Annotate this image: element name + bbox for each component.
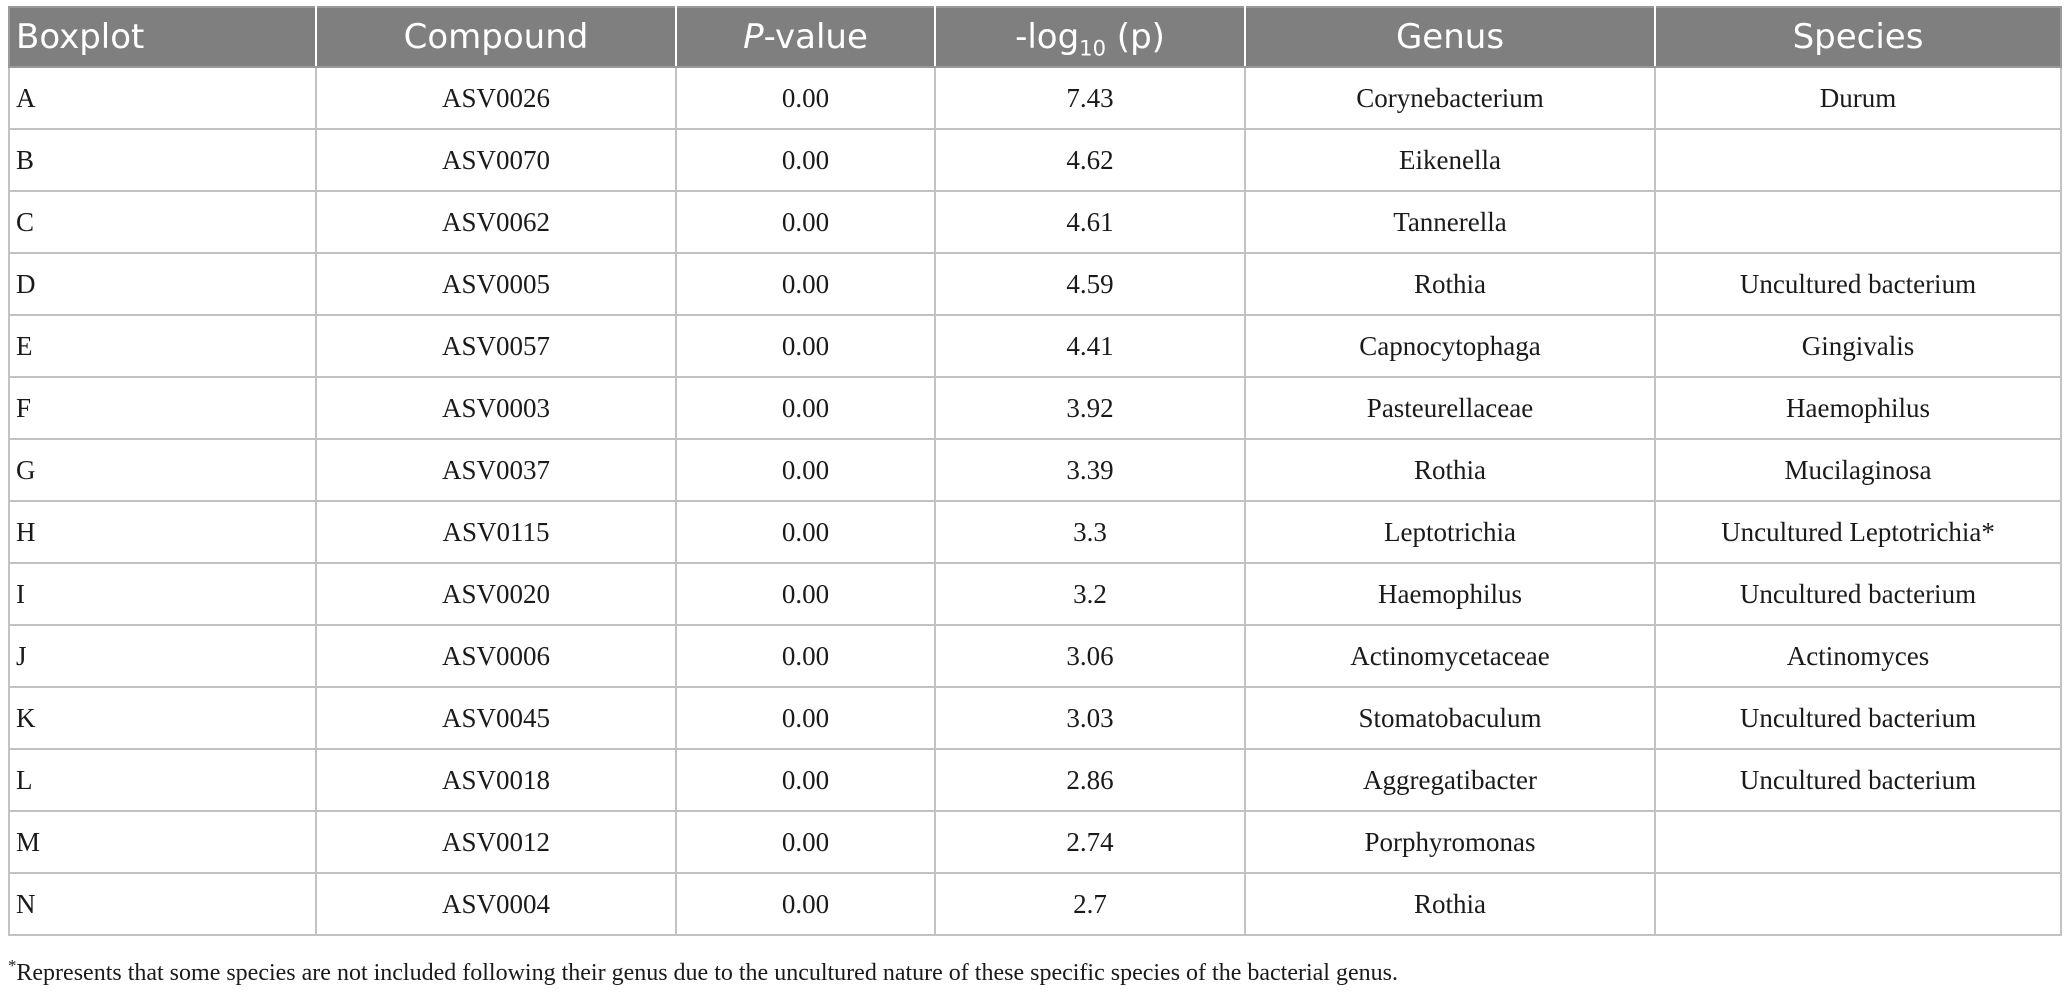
cell-species: Uncultured bacterium [1655, 749, 2061, 811]
table-row [9, 315, 2061, 377]
cell-compound: ASV0004 [316, 873, 676, 935]
cell-compound: ASV0012 [316, 811, 676, 873]
cell-genus: Porphyromonas [1245, 811, 1655, 873]
cell-pvalue: 0.00 [676, 129, 935, 191]
cell-pvalue: 0.00 [676, 439, 935, 501]
table-body [9, 67, 2061, 935]
cell-species: Haemophilus [1655, 377, 2061, 439]
cell-neglog: 7.43 [935, 67, 1245, 129]
cell-boxplot: A [9, 67, 316, 129]
cell-pvalue: 0.00 [676, 191, 935, 253]
header-compound: Compound [316, 7, 676, 67]
cell-boxplot: D [9, 253, 316, 315]
table-header [9, 7, 2061, 67]
cell-boxplot: E [9, 315, 316, 377]
cell-pvalue: 0.00 [676, 67, 935, 129]
cell-genus: Haemophilus [1245, 563, 1655, 625]
cell-compound: ASV0003 [316, 377, 676, 439]
cell-genus: Aggregatibacter [1245, 749, 1655, 811]
header-genus: Genus [1245, 7, 1655, 67]
cell-genus: Capnocytophaga [1245, 315, 1655, 377]
cell-pvalue: 0.00 [676, 563, 935, 625]
cell-neglog: 3.92 [935, 377, 1245, 439]
header-row [9, 7, 2061, 67]
footnote-marker: * [8, 956, 17, 975]
cell-genus: Eikenella [1245, 129, 1655, 191]
table-row [9, 377, 2061, 439]
cell-species: Uncultured bacterium [1655, 687, 2061, 749]
cell-genus: Tannerella [1245, 191, 1655, 253]
table-row [9, 129, 2061, 191]
cell-compound: ASV0070 [316, 129, 676, 191]
header-neglog-prefix: -log [1015, 17, 1080, 57]
cell-neglog: 3.2 [935, 563, 1245, 625]
cell-boxplot: I [9, 563, 316, 625]
cell-neglog: 2.86 [935, 749, 1245, 811]
cell-compound: ASV0115 [316, 501, 676, 563]
cell-genus: Rothia [1245, 439, 1655, 501]
cell-compound: ASV0037 [316, 439, 676, 501]
cell-pvalue: 0.00 [676, 625, 935, 687]
cell-boxplot: F [9, 377, 316, 439]
cell-boxplot: B [9, 129, 316, 191]
cell-neglog: 4.41 [935, 315, 1245, 377]
table-row [9, 253, 2061, 315]
cell-species [1655, 811, 2061, 873]
table-row [9, 625, 2061, 687]
cell-pvalue: 0.00 [676, 501, 935, 563]
table-row [9, 501, 2061, 563]
cell-compound: ASV0062 [316, 191, 676, 253]
data-table [8, 6, 2062, 936]
table-row [9, 191, 2061, 253]
header-neglog [935, 7, 1245, 67]
cell-species: Durum [1655, 67, 2061, 129]
cell-neglog: 3.39 [935, 439, 1245, 501]
cell-neglog: 3.03 [935, 687, 1245, 749]
cell-boxplot: K [9, 687, 316, 749]
cell-pvalue: 0.00 [676, 749, 935, 811]
cell-species: Actinomyces [1655, 625, 2061, 687]
table-row [9, 873, 2061, 935]
cell-neglog: 2.7 [935, 873, 1245, 935]
cell-species: Uncultured bacterium [1655, 563, 2061, 625]
cell-pvalue: 0.00 [676, 315, 935, 377]
cell-boxplot: C [9, 191, 316, 253]
cell-boxplot: L [9, 749, 316, 811]
table-row [9, 749, 2061, 811]
header-neglog-sub: 10 [1079, 35, 1106, 61]
cell-genus: Pasteurellaceae [1245, 377, 1655, 439]
cell-pvalue: 0.00 [676, 253, 935, 315]
cell-boxplot: G [9, 439, 316, 501]
header-neglog-suffix: (p) [1106, 17, 1165, 57]
table-row [9, 687, 2061, 749]
cell-neglog: 4.62 [935, 129, 1245, 191]
cell-genus: Stomatobaculum [1245, 687, 1655, 749]
cell-species: Mucilaginosa [1655, 439, 2061, 501]
footnote-text: Represents that some species are not included following their genus due to the uncultured nature of these specific species of the bacterial genus. [16, 960, 1398, 986]
cell-compound: ASV0045 [316, 687, 676, 749]
cell-species: Gingivalis [1655, 315, 2061, 377]
cell-genus: Corynebacterium [1245, 67, 1655, 129]
cell-genus: Actinomycetaceae [1245, 625, 1655, 687]
cell-pvalue: 0.00 [676, 687, 935, 749]
cell-compound: ASV0020 [316, 563, 676, 625]
cell-species [1655, 191, 2061, 253]
header-boxplot: Boxplot [9, 7, 316, 67]
cell-neglog: 4.59 [935, 253, 1245, 315]
cell-neglog: 3.06 [935, 625, 1245, 687]
cell-compound: ASV0026 [316, 67, 676, 129]
cell-species [1655, 873, 2061, 935]
cell-compound: ASV0018 [316, 749, 676, 811]
cell-boxplot: H [9, 501, 316, 563]
cell-neglog: 3.3 [935, 501, 1245, 563]
cell-genus: Leptotrichia [1245, 501, 1655, 563]
cell-pvalue: 0.00 [676, 377, 935, 439]
table-row [9, 563, 2061, 625]
table-row [9, 439, 2061, 501]
cell-genus: Rothia [1245, 253, 1655, 315]
cell-compound: ASV0057 [316, 315, 676, 377]
cell-pvalue: 0.00 [676, 873, 935, 935]
cell-species [1655, 129, 2061, 191]
cell-boxplot: J [9, 625, 316, 687]
cell-neglog: 2.74 [935, 811, 1245, 873]
header-pvalue [676, 7, 935, 67]
cell-boxplot: M [9, 811, 316, 873]
header-species: Species [1655, 7, 2061, 67]
cell-species: Uncultured Leptotrichia* [1655, 501, 2061, 563]
header-pvalue-italic: P [743, 17, 764, 57]
cell-neglog: 4.61 [935, 191, 1245, 253]
cell-pvalue: 0.00 [676, 811, 935, 873]
table-footnote [8, 956, 1398, 987]
data-table-container [8, 6, 2060, 936]
table-row [9, 811, 2061, 873]
cell-boxplot: N [9, 873, 316, 935]
cell-compound: ASV0005 [316, 253, 676, 315]
cell-genus: Rothia [1245, 873, 1655, 935]
table-row [9, 67, 2061, 129]
cell-compound: ASV0006 [316, 625, 676, 687]
header-pvalue-rest: -value [763, 17, 868, 57]
cell-species: Uncultured bacterium [1655, 253, 2061, 315]
